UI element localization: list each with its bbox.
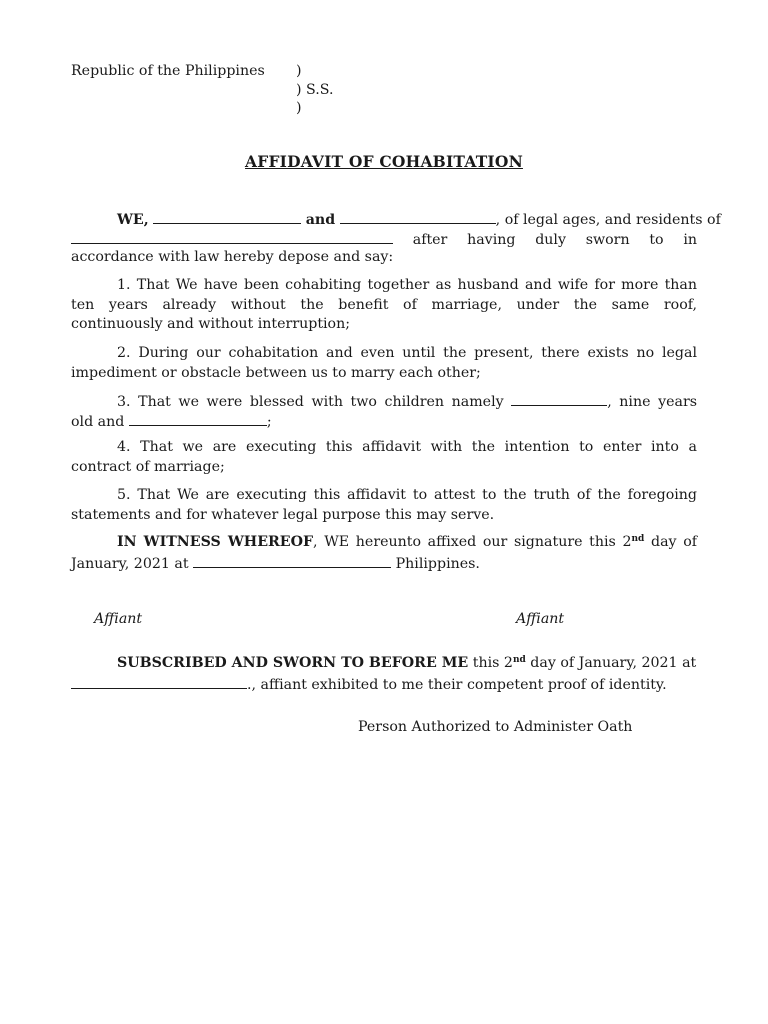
para5-line-1: 5. That We are executing this affidavit to attest to the truth of the foregoing: [117, 487, 697, 503]
para4-line-1: 4. That we are executing this affidavit with the intention to enter into a: [117, 439, 697, 455]
intro-after-names: , of legal ages, and residents of: [495, 212, 721, 228]
para1-line-3: continuously and without interruption;: [71, 316, 351, 333]
paragraph-5: [71, 486, 697, 525]
para2-line-1: 2. During our cohabitation and even until the present, there exists no legal: [117, 345, 697, 361]
intro-and: and: [305, 212, 336, 228]
venue-paren-ss: ) S.S.: [296, 82, 334, 98]
witness-line2-start: January, 2021 at: [71, 555, 189, 572]
witness-paragraph: [71, 533, 697, 572]
jurat-line2-text: ., affiant exhibited to me their competent proof of identity.: [247, 676, 667, 693]
jurat-line-2: [71, 674, 697, 694]
venue-paren-1: ): [296, 63, 302, 79]
para1-line-1: 1. That We have been cohabiting together as husband and wife for more than: [117, 277, 697, 293]
affiant-left-label: Affiant: [94, 611, 143, 627]
intro-we: WE,: [117, 212, 149, 228]
intro-line-3: accordance with law hereby depose and say:: [71, 249, 394, 266]
witness-bold: IN WITNESS WHEREOF: [117, 534, 314, 550]
jurat-line-1: [71, 654, 697, 674]
witness-line2-end: Philippines.: [395, 555, 480, 572]
intro-line-1: [71, 209, 721, 229]
jurat-paragraph: [71, 654, 697, 693]
para3-line-1: [71, 391, 697, 411]
jurat-text: this 2: [468, 655, 513, 671]
venue-paren-3: ): [296, 100, 302, 116]
para3-line-2: [71, 411, 697, 431]
blank-child-one: [511, 391, 607, 406]
witness-line-2: [71, 553, 697, 573]
document-title: AFFIDAVIT OF COHABITATION: [245, 152, 523, 171]
intro-line-2: [71, 229, 697, 249]
blank-child-two: [129, 411, 267, 426]
signatory-label: Person Authorized to Administer Oath: [358, 719, 633, 735]
witness-day: day of: [644, 534, 697, 550]
blank-jurat-place: [71, 674, 247, 689]
para3-line1-start: 3. That we were blessed with two children namely: [117, 394, 504, 410]
paragraph-1: [71, 276, 697, 335]
jurat-bold: SUBSCRIBED AND SWORN TO BEFORE ME: [117, 655, 469, 671]
blank-residence: [71, 229, 393, 244]
blank-first-name: [153, 209, 301, 224]
witness-sup: nd: [631, 534, 645, 544]
para3-line2-start: old and: [71, 413, 125, 430]
blank-second-name: [340, 209, 496, 224]
paragraph-3: [71, 391, 697, 430]
intro-paragraph: [71, 209, 721, 268]
para3-line1-end: , nine years: [607, 394, 698, 410]
witness-line-1: [71, 533, 697, 553]
blank-witness-place: [193, 553, 391, 568]
para5-line-2: statements and for whatever legal purpose this may serve.: [71, 506, 495, 523]
paragraph-2: [71, 344, 697, 383]
para2-line-2: impediment or obstacle between us to marry each other;: [71, 364, 481, 381]
affiant-right-label: Affiant: [516, 611, 565, 627]
para1-line-2: ten years already without the benefit of marriage, under the same roof,: [71, 296, 697, 313]
paragraph-4: [71, 438, 697, 477]
jurat-rest: day of January, 2021 at: [525, 655, 697, 671]
para4-line-2: contract of marriage;: [71, 458, 225, 475]
jurat-sup: nd: [512, 655, 526, 665]
venue-country: Republic of the Philippines: [71, 63, 265, 79]
para3-line2-end: ;: [266, 413, 272, 430]
witness-text: , WE hereunto affixed our signature this 2: [313, 534, 632, 550]
intro-after-residence: after having duly sworn to in: [412, 231, 697, 248]
